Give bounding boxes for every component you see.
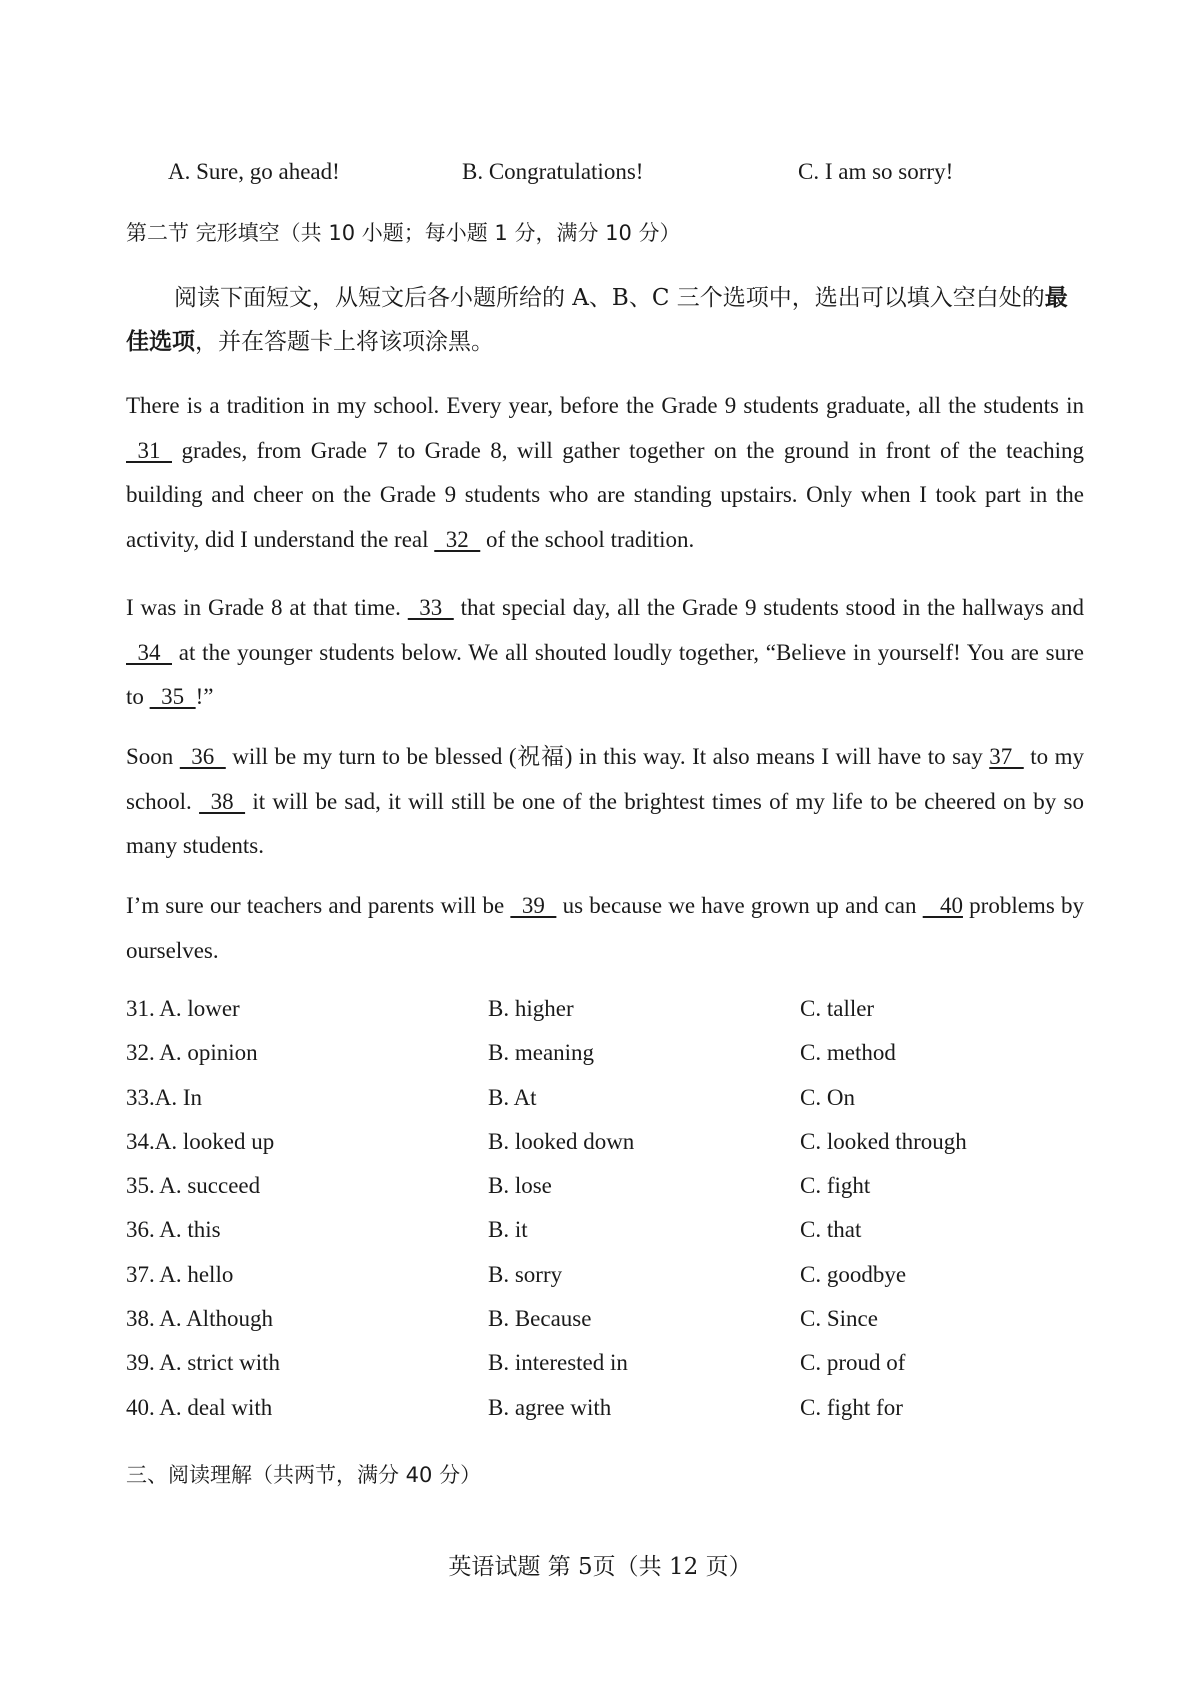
option-a: A. Sure, go ahead!	[168, 159, 340, 184]
option-c: C. fight	[800, 1173, 871, 1199]
question-31	[126, 996, 1084, 1040]
option-a: 39. A. strict with	[126, 1350, 280, 1376]
question-39	[126, 1350, 1084, 1394]
option-b: B. higher	[488, 996, 574, 1021]
option-a: 32. A. opinion	[126, 1040, 258, 1066]
option-c: C. method	[800, 1040, 896, 1066]
text: grades, from Grade 7 to Grade 8, will gather together on the ground in front of the teaching building and cheer on the Grade 9 students who are standing upstairs. Only when I took part in the activity, did I understand the real	[126, 437, 1084, 552]
question-40	[126, 1395, 1084, 1439]
text: that special day, all the Grade 9 students stood in the hallways and	[453, 595, 1084, 620]
option-a: 34.A. looked up	[126, 1128, 275, 1154]
text: problems by ourselves.	[126, 893, 1084, 963]
text: !”	[195, 684, 214, 709]
blank-40: 40	[922, 893, 963, 918]
passage-paragraph-2	[126, 586, 1084, 720]
option-c: C. fight for	[800, 1394, 903, 1420]
option-a: 33.A. In	[126, 1084, 203, 1110]
option-c: C. On	[800, 1084, 855, 1110]
instruction	[126, 276, 1084, 364]
question-options-list	[126, 996, 1084, 1439]
text: There is a tradition in my school. Every year, before the Grade 9 students graduate, all the students in	[126, 393, 1084, 418]
text: us because we have grown up and can	[556, 893, 923, 918]
text: it will be sad, it will still be one of the brightest times of my life to be cheered on by so many students.	[126, 788, 1084, 858]
instruction-text-2: ，并在答题卡上将该项涂黑。	[195, 329, 494, 355]
option-a: 40. A. deal with	[126, 1394, 273, 1420]
text: of the school tradition.	[480, 526, 695, 552]
question-34	[126, 1129, 1084, 1173]
option-b: B. Because	[488, 1306, 592, 1332]
page-footer: 英语试题 第 5页（共 12 页）	[448, 1554, 752, 1580]
section2-title: 第二节 完形填空（共 10 小题；每小题 1 分，满分 10 分）	[126, 221, 681, 245]
text: I’m sure our teachers and parents will be	[126, 893, 511, 918]
blank-37: 37	[989, 744, 1024, 769]
option-b: B. interested in	[488, 1350, 628, 1376]
text: will be my turn to be blessed (祝福) in this way. It also means I will have to say	[225, 744, 990, 769]
option-b: B. meaning	[488, 1040, 595, 1066]
passage-paragraph-1	[126, 384, 1084, 562]
option-c: C. proud of	[800, 1350, 906, 1376]
blank-36: 36	[179, 744, 226, 769]
option-b: B. Congratulations!	[462, 159, 644, 184]
passage-paragraph-4	[126, 884, 1084, 973]
question-36	[126, 1217, 1084, 1261]
option-c: C. goodbye	[800, 1261, 907, 1287]
option-a: 36. A. this	[126, 1217, 221, 1243]
text: at the younger students below. We all shouted loudly together, “Believe in yourself! You are sure to	[126, 639, 1084, 709]
blank-33: 33	[407, 595, 454, 620]
option-b: B. looked down	[488, 1128, 635, 1154]
passage-paragraph-3	[126, 735, 1084, 869]
option-c: C. taller	[800, 996, 875, 1021]
option-a: 31. A. lower	[126, 996, 240, 1021]
text: Soon	[126, 744, 180, 769]
option-b: B. sorry	[488, 1261, 563, 1287]
option-c: C. I am so sorry!	[798, 159, 954, 184]
option-a: 35. A. succeed	[126, 1173, 261, 1199]
option-c: C. that	[800, 1217, 862, 1243]
question-32	[126, 1040, 1084, 1084]
question-38	[126, 1306, 1084, 1350]
question-33	[126, 1085, 1084, 1129]
blank-38: 38	[199, 788, 246, 814]
option-b: B. At	[488, 1084, 537, 1110]
section3-title: 三、阅读理解（共两节，满分 40 分）	[126, 1463, 482, 1487]
instruction-bold: 最佳选项	[126, 285, 1068, 355]
option-b: B. lose	[488, 1173, 552, 1199]
option-b: B. it	[488, 1217, 528, 1243]
text: I was in Grade 8 at that time.	[126, 595, 408, 620]
instruction-text-1: 阅读下面短文，从短文后各小题所给的 A、B、C 三个选项中，选出可以填入空白处的	[174, 285, 1045, 311]
option-c: C. looked through	[800, 1128, 967, 1154]
blank-32: 32	[434, 526, 481, 552]
option-a: 37. A. hello	[126, 1261, 234, 1287]
option-a: 38. A. Although	[126, 1306, 273, 1332]
blank-31: 31	[126, 437, 172, 463]
blank-35: 35	[149, 684, 196, 709]
text: to my school.	[126, 744, 1085, 814]
blank-34: 34	[126, 639, 172, 665]
question-35	[126, 1173, 1084, 1217]
option-c: C. Since	[800, 1306, 878, 1332]
question-37	[126, 1262, 1084, 1306]
blank-39: 39	[510, 893, 557, 918]
option-b: B. agree with	[488, 1394, 612, 1420]
